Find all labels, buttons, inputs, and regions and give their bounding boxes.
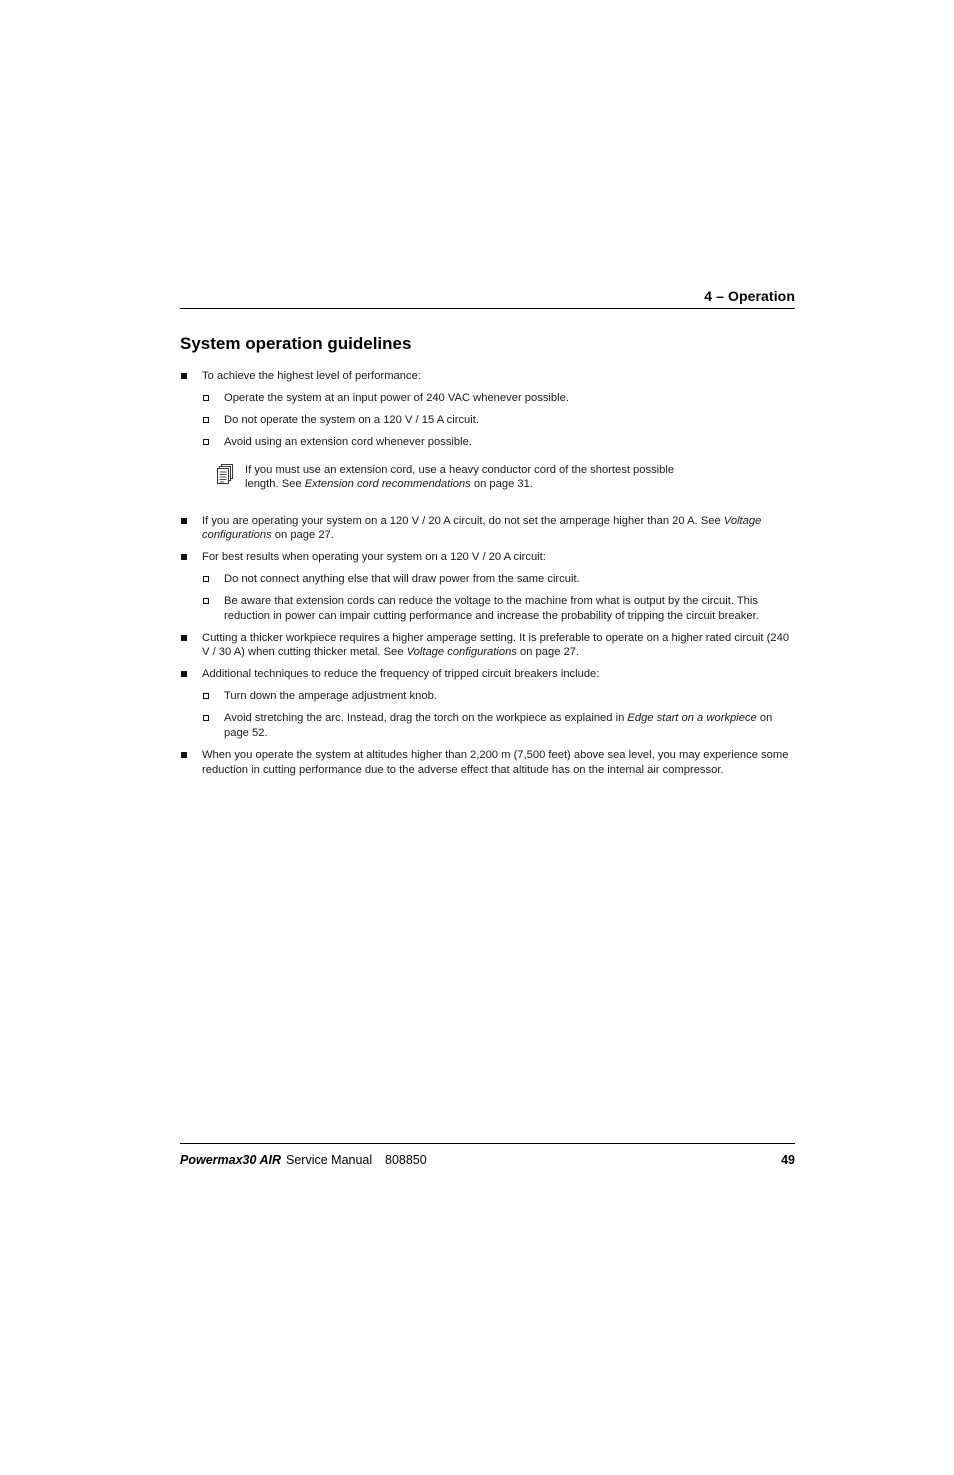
product-name: Powermax30 AIR	[180, 1153, 281, 1167]
section-title: System operation guidelines	[180, 334, 412, 353]
cross-reference: Voltage configurations	[202, 514, 762, 542]
cross-reference: Edge start on a workpiece	[627, 712, 757, 725]
sub-list-item-text: Do not operate the system on a 120 V / 15 A circuit.	[224, 413, 479, 426]
square-bullet-icon	[181, 554, 187, 560]
sub-list-item-text: Avoid stretching the arc. Instead, drag the torch on the workpiece as explained in	[224, 712, 628, 725]
square-bullet-icon	[181, 373, 187, 379]
hollow-square-bullet-icon	[203, 576, 209, 582]
sub-list-item-text-end: on page 52.	[224, 712, 773, 739]
sub-list-item	[180, 435, 795, 450]
hollow-square-bullet-icon	[203, 417, 209, 423]
list-item	[180, 667, 795, 682]
list-item-text: Cutting a thicker workpiece requires a higher amperage setting. It is preferable to operate on a higher rated circuit (240 V / 30 A) when cutting thicker metal. See	[202, 631, 790, 659]
sub-list-item	[180, 689, 795, 704]
list-item-text: For best results when operating your system on a 120 V / 20 A circuit:	[202, 551, 546, 564]
hollow-square-bullet-icon	[203, 598, 209, 604]
sub-list-item-text: Be aware that extension cords can reduce the voltage to the machine from what is output by the circuit. This reduction in power can impair cutting performance and increase the probability of tripping the circuit breaker.	[224, 595, 759, 622]
hollow-square-bullet-icon	[203, 439, 209, 445]
sub-list-item	[180, 594, 795, 623]
list-item	[180, 550, 795, 565]
list-item	[180, 369, 795, 384]
sub-list-item-text: Avoid using an extension cord whenever possible.	[224, 435, 472, 448]
list-item-text-end: on page 27.	[516, 646, 580, 659]
list-item-text: Additional techniques to reduce the frequency of tripped circuit breakers include:	[202, 668, 600, 681]
note-text-end: on page 31.	[470, 478, 533, 491]
square-bullet-icon	[181, 518, 187, 524]
page-footer	[180, 1143, 795, 1174]
cross-reference: Voltage configurations	[406, 646, 517, 659]
list-item-text: When you operate the system at altitudes higher than 2,200 m (7,500 feet) above sea level, you may experience some reduction in cutting performance due to the adverse effect that altitude has on the internal air compressor.	[202, 748, 789, 776]
list-item	[180, 748, 795, 777]
list-item	[180, 514, 795, 543]
hollow-square-bullet-icon	[203, 715, 209, 721]
manual-title: Service Manual	[286, 1153, 373, 1167]
square-bullet-icon	[181, 752, 187, 758]
sub-list-item	[180, 413, 795, 428]
page-number: 49	[781, 1153, 795, 1167]
page-header	[180, 288, 795, 309]
list-item	[180, 631, 795, 660]
sub-list-item	[180, 391, 795, 406]
note	[180, 463, 705, 492]
hollow-square-bullet-icon	[203, 693, 209, 699]
note-text: If you must use an extension cord, use a heavy conductor cord of the shortest possible length. See	[245, 463, 675, 491]
sub-list-item-text: Operate the system at an input power of 240 VAC whenever possible.	[224, 391, 569, 404]
note-icon	[217, 464, 233, 484]
hollow-square-bullet-icon	[203, 395, 209, 401]
guidelines-list	[180, 369, 795, 785]
list-item-text-end: on page 27.	[271, 529, 334, 542]
sub-list-item-text: Do not connect anything else that will draw power from the same circuit.	[224, 573, 580, 586]
sub-list-item-text: Turn down the amperage adjustment knob.	[224, 690, 437, 703]
list-item-text: To achieve the highest level of performance:	[202, 370, 421, 382]
note-reference: Extension cord recommendations	[304, 478, 471, 491]
sub-list-item	[180, 711, 795, 740]
square-bullet-icon	[181, 671, 187, 677]
part-number: 808850	[385, 1153, 427, 1167]
square-bullet-icon	[181, 635, 187, 641]
list-item-text: If you are operating your system on a 120 V / 20 A circuit, do not set the amperage higher than 20 A. See	[202, 514, 724, 527]
chapter-title: 4 – Operation	[704, 288, 795, 304]
sub-list-item	[180, 572, 795, 587]
